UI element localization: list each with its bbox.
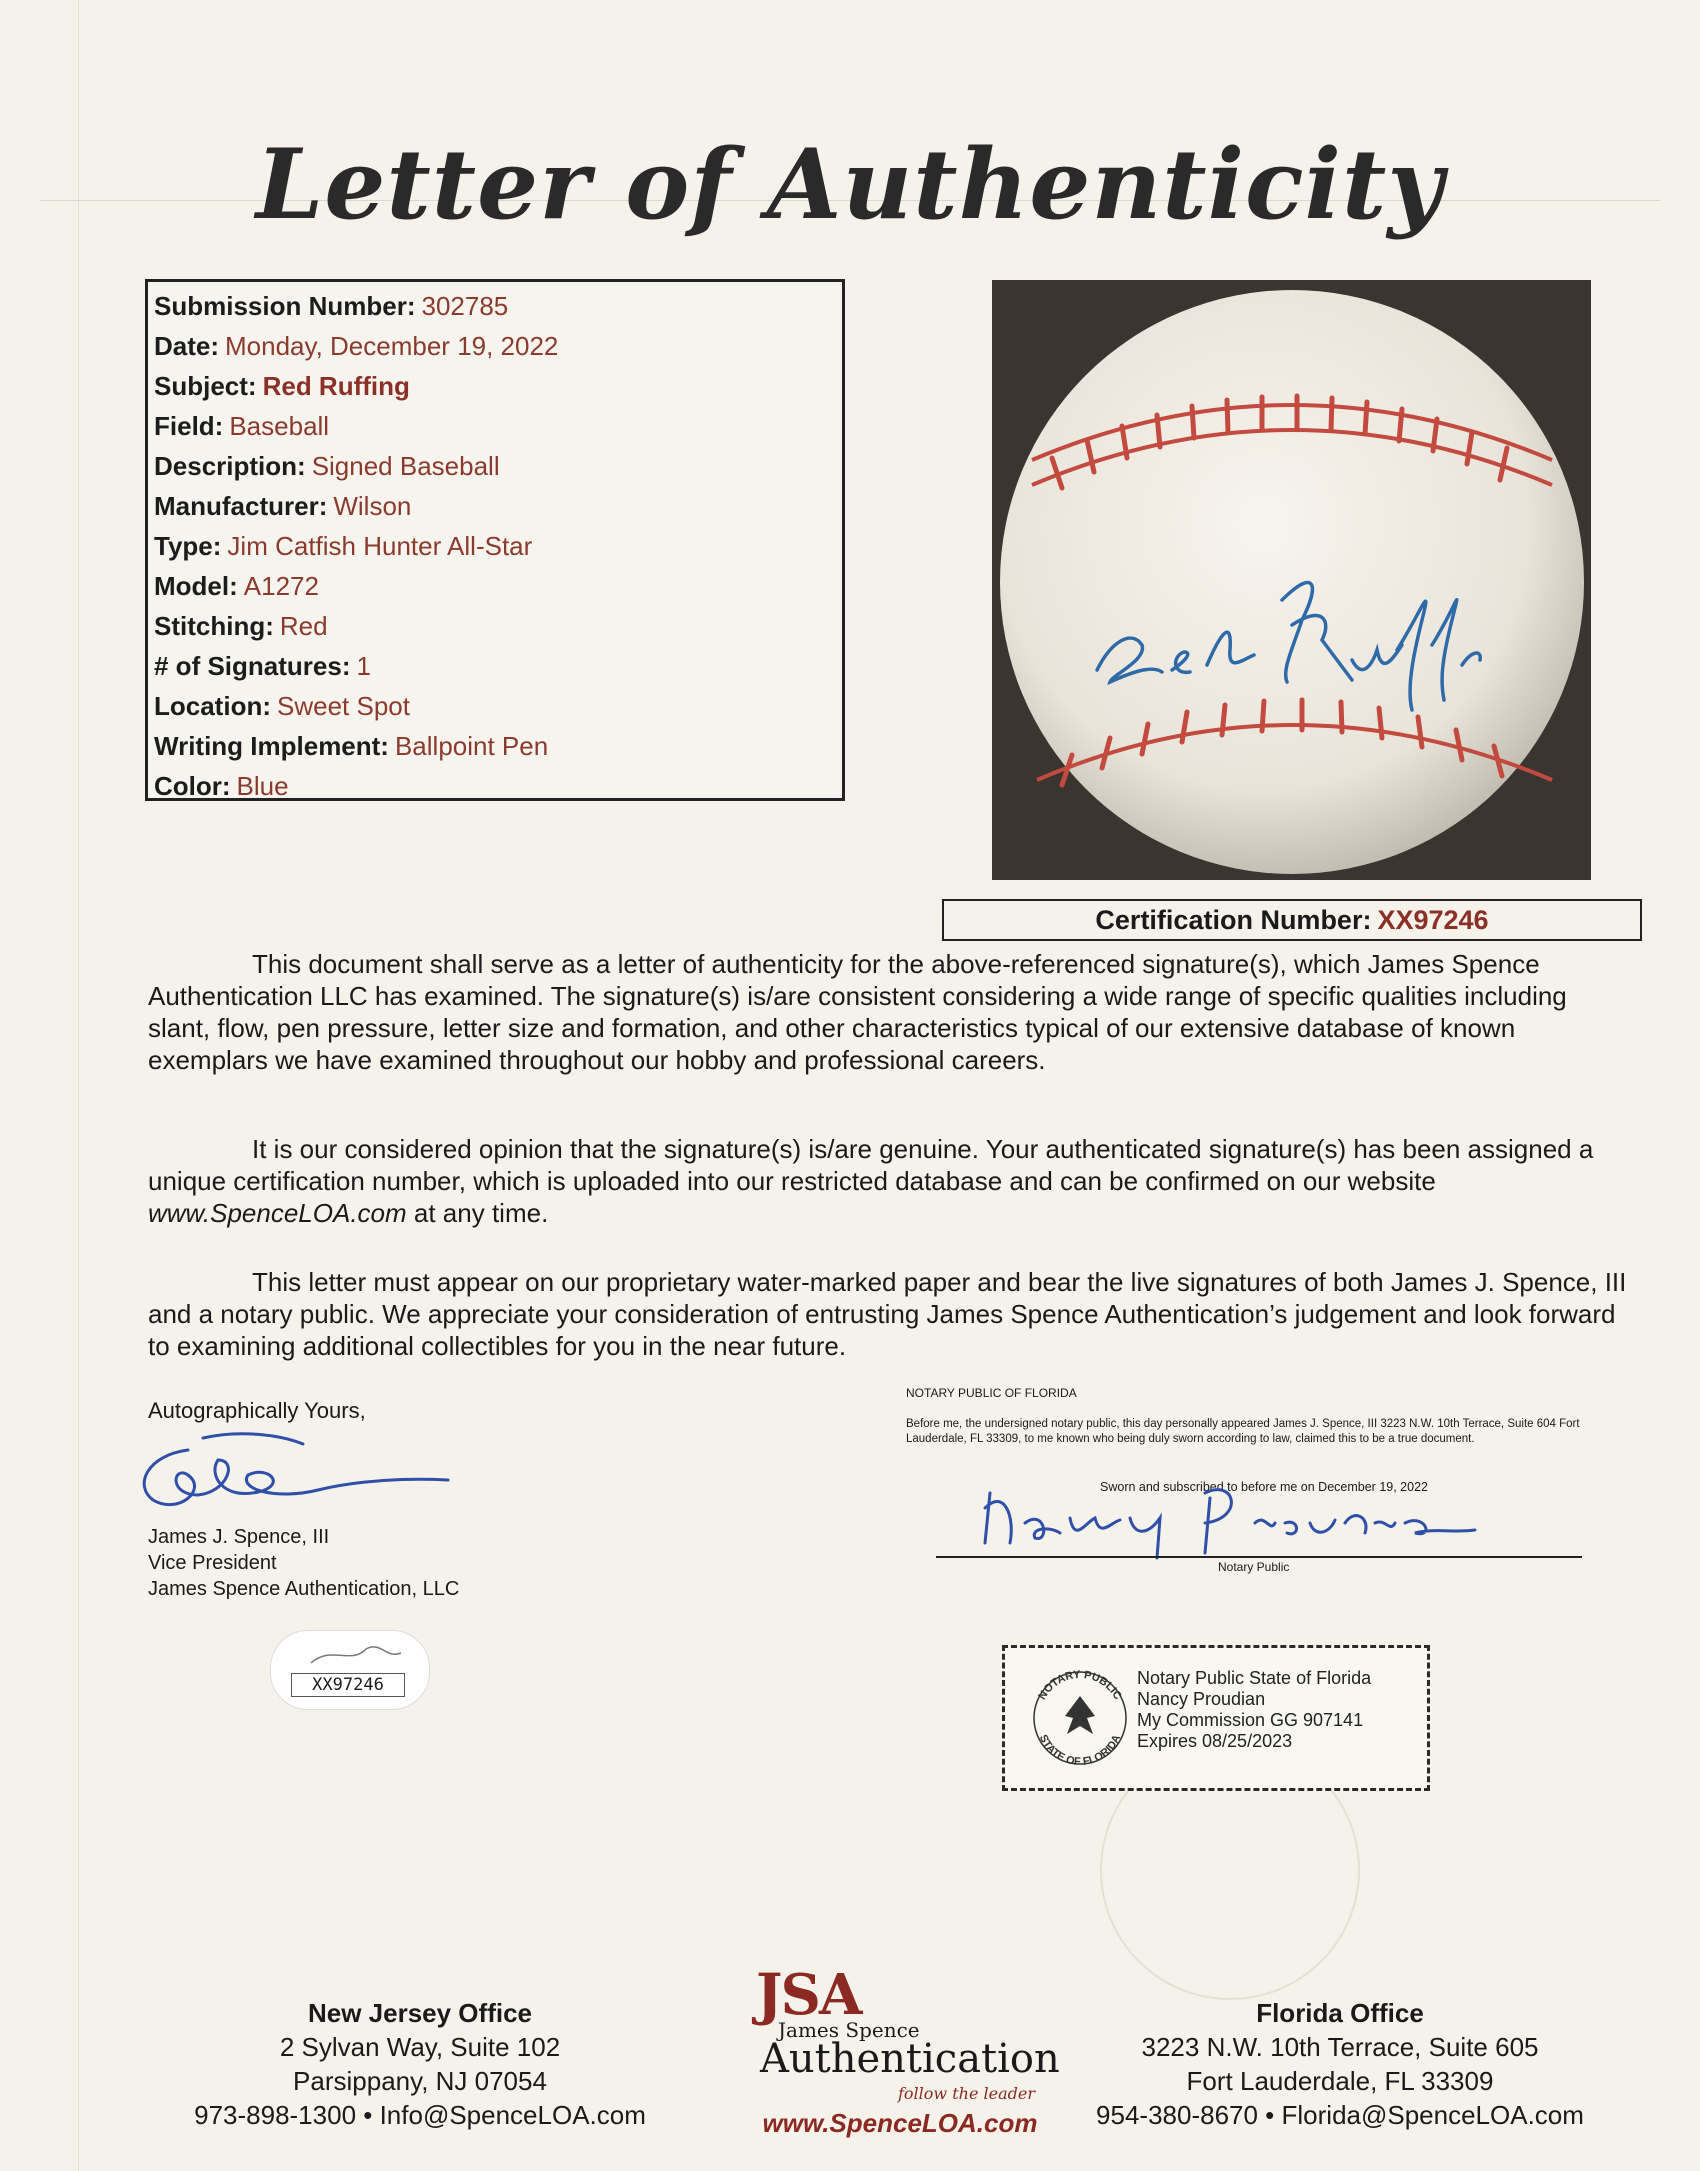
baseball-photo xyxy=(992,280,1591,880)
svg-text:STATE OF FLORIDA xyxy=(1037,1733,1124,1768)
signature-graphic xyxy=(128,1430,468,1520)
page-title: Letter of Authenticity xyxy=(255,128,1445,241)
state-seal xyxy=(1025,1656,1135,1781)
certification-label: Certification Number: xyxy=(1095,905,1372,935)
info-value: Monday, December 19, 2022 xyxy=(225,331,559,361)
office-city: Fort Lauderdale, FL 33309 xyxy=(1186,2066,1494,2096)
info-subject xyxy=(154,366,842,406)
stamp-line: Notary Public State of Florida xyxy=(1137,1668,1372,1688)
notary-public-label: Notary Public xyxy=(1218,1560,1290,1574)
baseball-illustration xyxy=(992,280,1591,880)
info-label: Subject: xyxy=(154,371,257,401)
info-label: Writing Implement: xyxy=(154,731,389,761)
signer-company: James Spence Authentication, LLC xyxy=(148,1578,460,1600)
stamp-text xyxy=(1137,1668,1371,1752)
info-type xyxy=(154,526,842,566)
closing-salutation: Autographically Yours, xyxy=(148,1398,366,1423)
info-manufacturer xyxy=(154,486,842,526)
info-label: Model: xyxy=(154,571,238,601)
info-location xyxy=(154,686,842,726)
spence-signature xyxy=(128,1430,468,1525)
jsa-logo xyxy=(738,1962,1058,2142)
office-heading: New Jersey Office xyxy=(307,1998,532,2028)
office-address: 3223 N.W. 10th Terrace, Suite 605 xyxy=(1141,2032,1539,2062)
notary-statement: Before me, the undersigned notary public, this day personally appeared James J. Spence, III 3223 N.W. 10th Terrace, Suite 604 Fort Lauderdale, FL 33309, to me known who being duly sworn according to law, claimed this to be a true document. xyxy=(906,1418,1580,1445)
sticker-number: XX97246 xyxy=(291,1673,405,1697)
paragraph-opinion-end: at any time. xyxy=(406,1198,549,1228)
notary-heading: NOTARY PUBLIC OF FLORIDA xyxy=(906,1386,1077,1400)
logo-jsa: JSA xyxy=(756,1962,861,2028)
info-field xyxy=(154,406,842,446)
sworn-statement: Sworn and subscribed to before me on December 19, 2022 xyxy=(1100,1480,1428,1494)
paragraph-opinion-text: It is our considered opinion that the signature(s) is/are genuine. Your authenticated signature(s) has been assigned a unique certification number, which is uploaded into our restricted database and can be confirmed on our website xyxy=(148,1134,1594,1196)
info-label: Location: xyxy=(154,691,271,721)
info-label: Description: xyxy=(154,451,306,481)
seal-bottom-text: STATE OF FLORIDA xyxy=(1036,1732,1124,1769)
info-value: Jim Catfish Hunter All-Star xyxy=(227,531,533,561)
florida-seal-icon xyxy=(1025,1656,1135,1776)
paragraph-authenticity: This document shall serve as a letter of authenticity for the above-referenced signature(s), which James Spence Authentication LLC has examined. The signature(s) is/are consistent considering a wide range of specific qualities including slant, flow, pen pressure, letter size and formation, and other characteristics typical of our extensive database of known exemplars we have examined throughout our hobby and professional careers. xyxy=(148,949,1567,1075)
logo-website[interactable]: www.SpenceLOA.com xyxy=(762,2108,1038,2138)
info-submission-number xyxy=(154,286,842,326)
certification-number-box xyxy=(942,899,1642,941)
certification-value: XX97246 xyxy=(1377,905,1489,935)
office-contact: 973-898-1300 • Info@SpenceLOA.com xyxy=(194,2100,646,2130)
notary-signature-line xyxy=(936,1556,1582,1558)
office-contact: 954-380-8670 • Florida@SpenceLOA.com xyxy=(1096,2100,1584,2130)
office-city: Parsippany, NJ 07054 xyxy=(293,2066,547,2096)
info-label: Stitching: xyxy=(154,611,274,641)
info-value: Baseball xyxy=(229,411,330,441)
info-label: Date: xyxy=(154,331,220,361)
info-value: 1 xyxy=(356,651,371,681)
logo-james-spence: James Spence xyxy=(778,2018,920,2042)
seal-top-text: NOTARY PUBLIC xyxy=(1036,1668,1124,1702)
signer-block xyxy=(148,1524,459,1602)
info-implement xyxy=(154,726,842,766)
logo-tagline: follow the leader xyxy=(898,2084,1035,2103)
info-color xyxy=(154,766,842,806)
office-address: 2 Sylvan Way, Suite 102 xyxy=(279,2032,561,2062)
signer-title: Vice President xyxy=(148,1552,277,1574)
submission-info-box xyxy=(145,279,845,801)
info-signatures xyxy=(154,646,842,686)
stamp-line: Nancy Proudian xyxy=(1137,1689,1266,1709)
info-date xyxy=(154,326,842,366)
info-value: Ballpoint Pen xyxy=(394,731,549,761)
info-label: Manufacturer: xyxy=(154,491,328,521)
info-stitching xyxy=(154,606,842,646)
stamp-line: My Commission GG 907141 xyxy=(1137,1710,1364,1730)
info-description xyxy=(154,446,842,486)
info-label: Color: xyxy=(154,771,231,801)
sticker-scribble xyxy=(271,1635,431,1675)
website-link[interactable]: www.SpenceLOA.com xyxy=(148,1198,407,1228)
signer-name: James J. Spence, III xyxy=(148,1526,330,1548)
info-value: Signed Baseball xyxy=(311,451,500,481)
info-value: A1272 xyxy=(243,571,319,601)
office-heading: Florida Office xyxy=(1256,1998,1424,2028)
new-jersey-office xyxy=(160,1996,680,2132)
jsa-hologram-sticker xyxy=(270,1630,430,1710)
florida-office xyxy=(1080,1996,1600,2132)
info-value: Red Ruffing xyxy=(262,371,410,401)
info-value: Wilson xyxy=(333,491,412,521)
paper-edge xyxy=(78,0,79,2171)
notary-signature-graphic xyxy=(935,1478,1515,1568)
info-model xyxy=(154,566,842,606)
stamp-line: Expires 08/25/2023 xyxy=(1137,1731,1293,1751)
logo-authentication: Authentication xyxy=(760,2036,1060,2082)
info-value: Blue xyxy=(236,771,289,801)
info-value: Sweet Spot xyxy=(277,691,410,721)
notary-signature xyxy=(935,1478,1515,1573)
info-label: Submission Number: xyxy=(154,291,416,321)
paragraph-opinion xyxy=(148,1133,1628,1229)
info-value: Red xyxy=(279,611,328,641)
paragraph-watermark: This letter must appear on our proprietary water-marked paper and bear the live signatures of both James J. Spence, III and a notary public. We appreciate your consideration of entrusting James Spence Authentication’s judgement and look forward to examining additional collectibles for you in the near future. xyxy=(148,1267,1627,1361)
info-label: Field: xyxy=(154,411,224,441)
info-value: 302785 xyxy=(421,291,509,321)
info-label: Type: xyxy=(154,531,222,561)
notary-stamp xyxy=(1002,1645,1430,1791)
info-label: # of Signatures: xyxy=(154,651,351,681)
